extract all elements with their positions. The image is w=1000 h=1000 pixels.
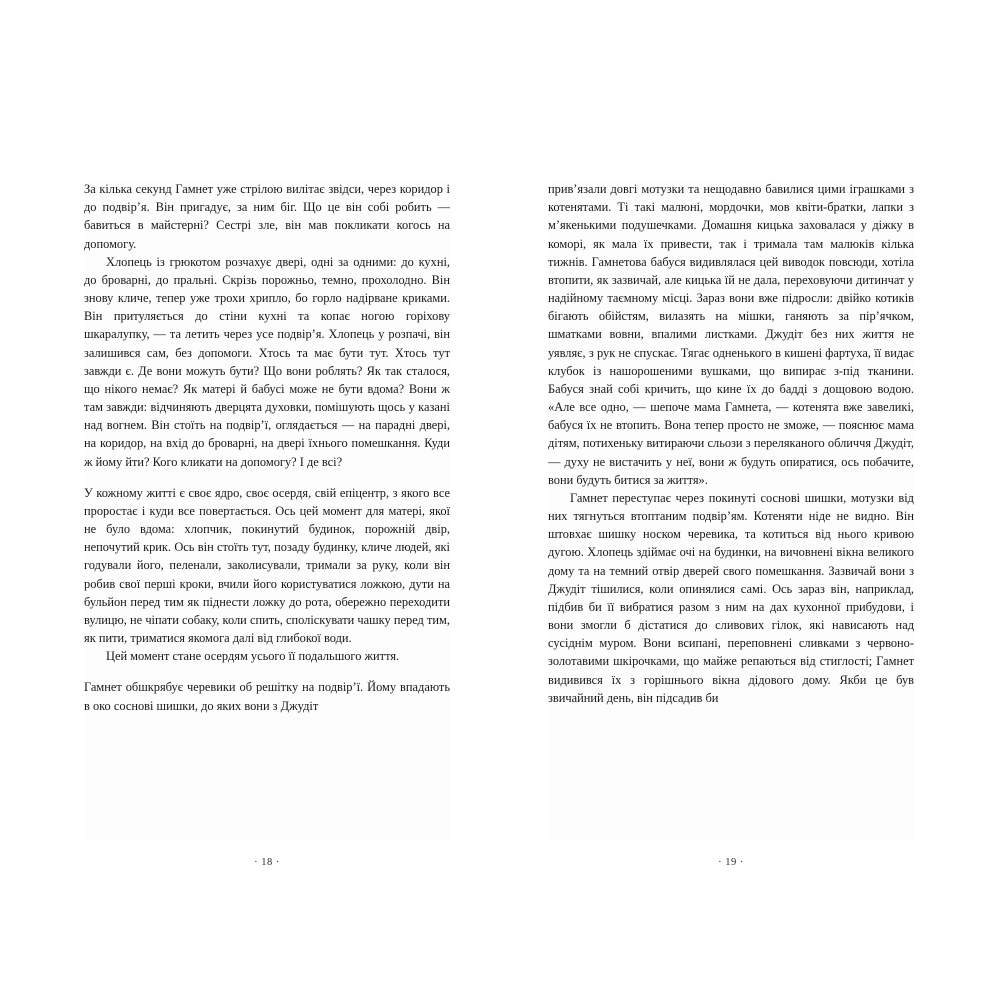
page-number-right: · 19 · (718, 857, 744, 868)
left-page-text-column (84, 180, 450, 715)
paragraph: Цей момент стане осердям усього її подальшого життя. (106, 649, 400, 664)
paragraph: За кілька секунд Гамнет уже стрілою вилітає звідси, через коридор і до подвір’я. Він пригадує, за ним біг. Що це він собі робить — бавиться в майстерні? Сестрі зле, він мав покликати когось на допомогу. (84, 182, 450, 251)
left-page (84, 180, 450, 868)
page-number-left: · 18 · (254, 857, 280, 868)
right-page-text-column (548, 180, 914, 707)
right-page (548, 180, 914, 868)
paragraph: прив’язали довгі мотузки та нещодавно бавилися цими іграшками з котенятами. Ті такі малюні, мордочки, мов квіти-братки, лапки з м’якенькими подушечками. Домашня кицька заховалася у діжку в коморі, як мала їх привести, так і тримала там малюків кілька тижнів. Гамнетова бабуся видивлялася цей виводок повсюди, хотіла втопити, як зазвичай, але кицька їй не дала, переховуючи дитинчат у надійному таємному місці. Зараз вони вже підросли: двійко котиків бігають обійстям, вилазять на мішки, ганяють за пір’ячком, шматками вовни, впалими листками. Джудіт без них життя не уявляє, з рук не спускає. Тягає одненького в кишені фартуха, її видає клубок із нашорошеними вушками, що випирає з-під тканини. Бабуся знай собі кричить, що кине їх до бадді з дощовою водою. «Але все одно, — шепоче мама Гамнета, — котенята вже завеликі, бабуся їх не втопить. Вона тепер просто не зможе, — пояснює мама дітям, потихеньку витираючи сльози з переляканого обличчя Джудіт, — духу не вистачить у неї, вони ж будуть опиратися, ось побачите, вони будуть битися за життя». (548, 182, 914, 487)
paragraph: Гамнет переступає через покинуті соснові шишки, мотузки від них тягнуться втоптаним подвір’ям. Котеняти ніде не видно. Він штовхає шишку носком черевика, та котиться від нього кривою дугою. Хлопець здіймає очі на будинки, на вичовнені вікна великого дому та на темний отвір дверей свого помешкання. Зазвичай вони з Джудіт тішилися, коли опинялися самі. Ось зараз він, наприклад, підбив би її вибратися разом з ним на дах кухонної прибудови, і вони змогли б дістатися до сливових гілок, які нависають над сусіднім муром. Вони всипані, переповнені сливками з червоно-золотавими шкірочками, що майже репаються від стиглості; Гамнет видивився їх з горішнього вікна дідового дому. Якби це був звичайний день, він підсадив би (548, 490, 914, 705)
paragraph: Хлопець із грюкотом розчахує двері, одні за одними: до кухні, до броварні, до пральні. Скрізь порожньо, темно, прохолодно. Він знову кличе, тепер уже трохи хрипло, бо горло надірване криками. Він притуляється до стіни кухні та копає ногою горіхову шкаралупку, — та летить через усе подвір’я. Хлопець у розпачі, він залишився сам, без допомоги. Хтось та має бути тут. Хтось тут завжди є. Де вони можуть бути? Що вони роблять? Як так сталося, що нікого немає? Як матері й бабусі може не бути вдома? Вони ж там завжди: відчиняють дверцята духовки, помішують щось у казані над вогнем. Він стоїть на подвір’ї, оглядається — на парадні двері, на коридор, на вхід до броварні, на двері їхнього помешкання. Куди ж йому йти? Кого кликати на допомогу? І де всі? (84, 254, 450, 469)
paragraph: У кожному житті є своє ядро, своє осердя, свій епіцентр, з якого все проростає і куди все повертається. Ось цей момент для матері, якої не було вдома: хлопчик, покинутий будинок, порожній двір, непочутий крик. Ось він стоїть тут, позаду будинку, кличе людей, які годували його, пеленали, заколисували, тримали за руку, коли він робив свої перші кроки, вчили його користуватися ложкою, дути на бульйон перед тим як піднести ложку до рота, обережно переходити вулицю, не чіпати собаку, коли спить, споліскувати чашку перед тим, як пити, триматися якомога далі від глибокої води. (84, 485, 450, 646)
paragraph: Гамнет обшкрябує черевики об решітку на подвір’ї. Йому впадають в око соснові шишки, до яких вони з Джудіт (84, 680, 450, 713)
